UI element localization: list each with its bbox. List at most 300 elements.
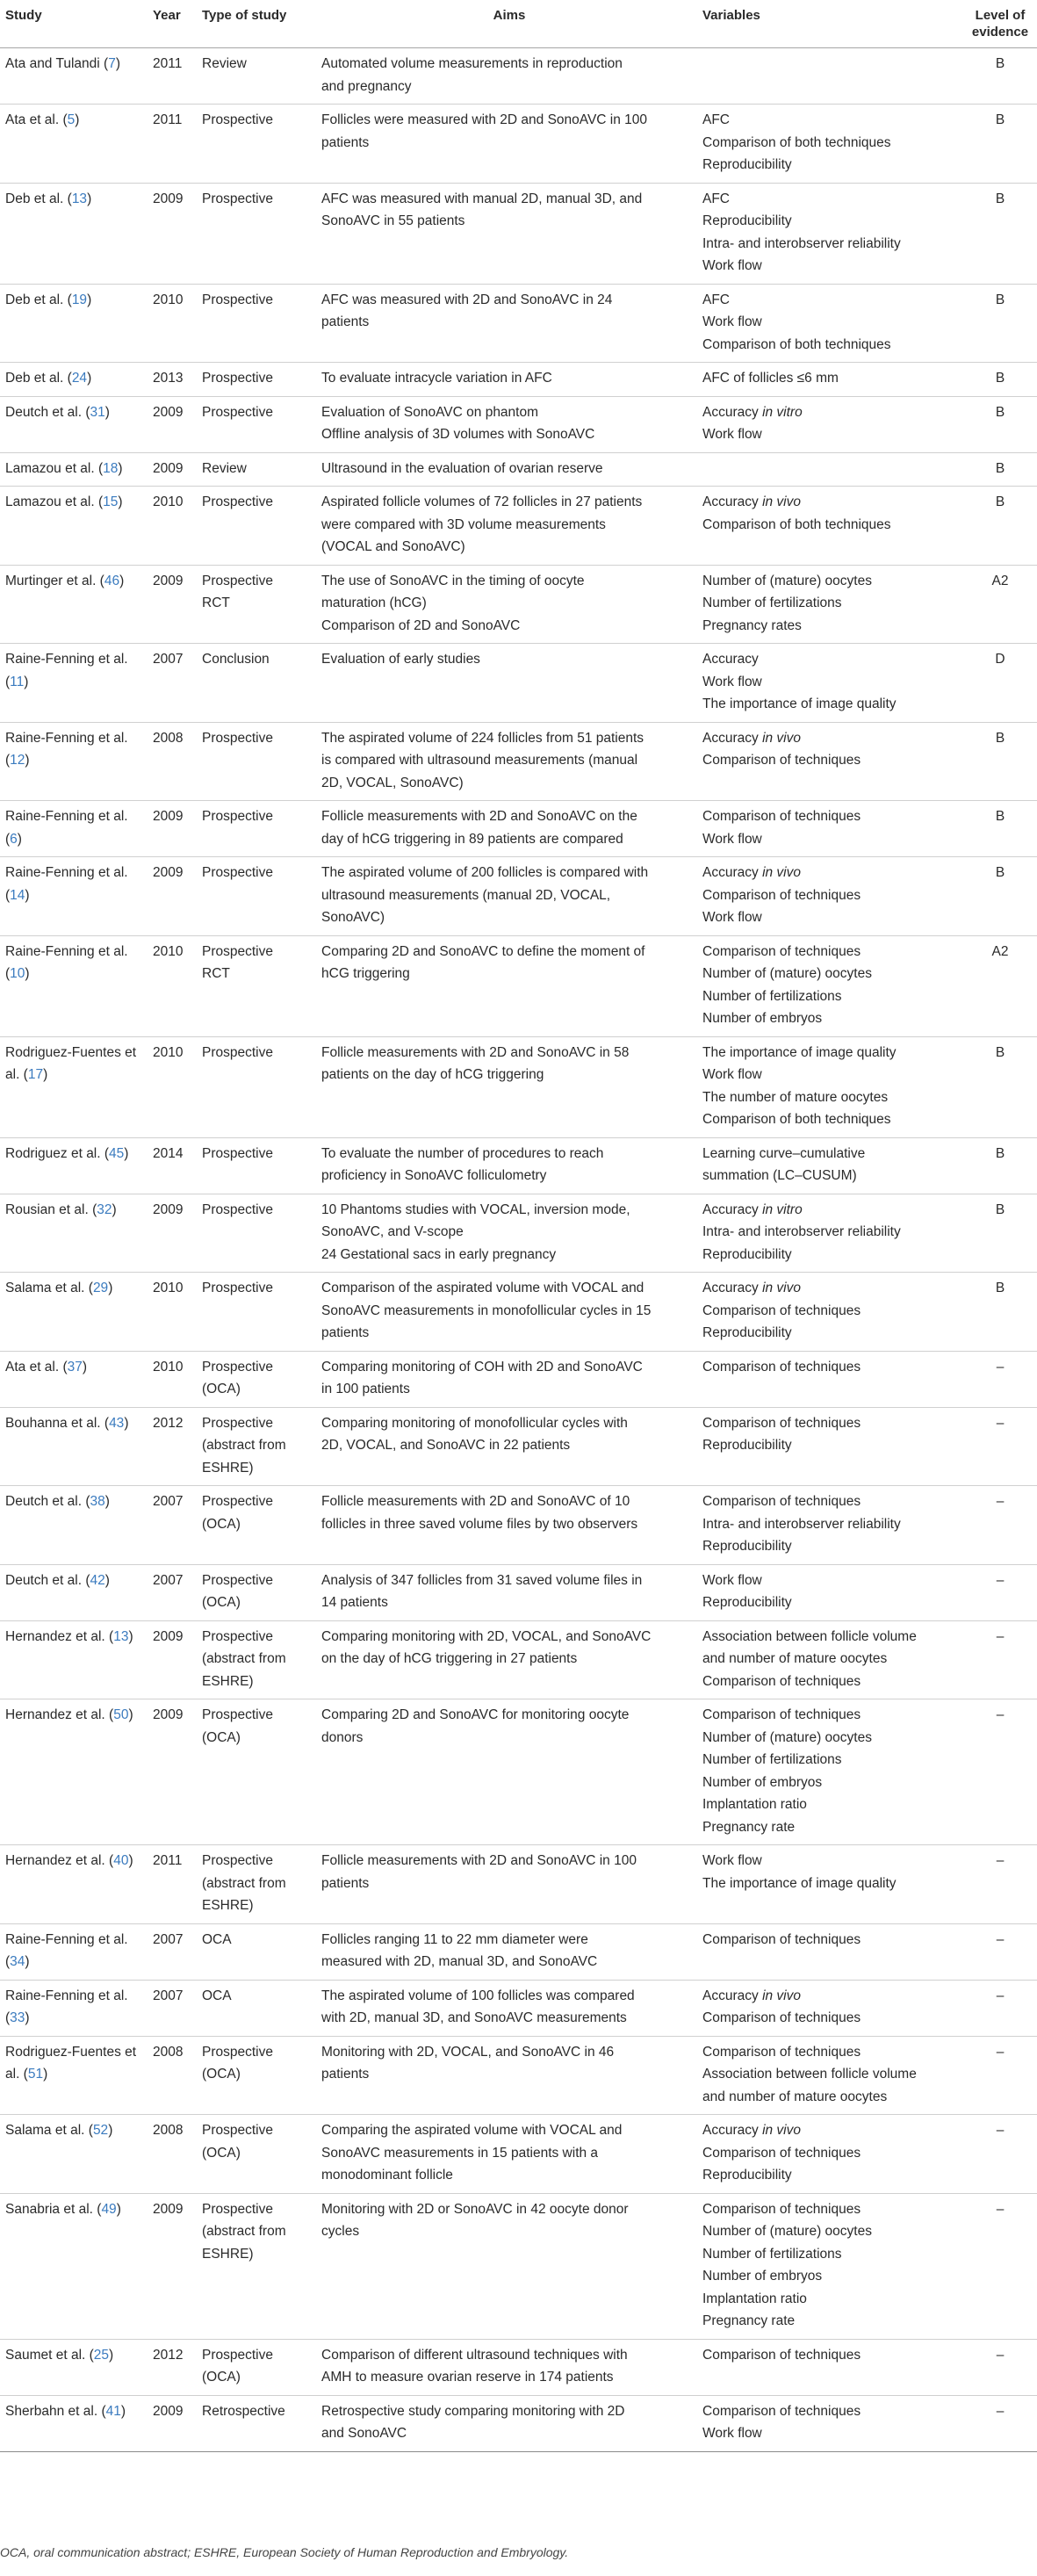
aims-line: To evaluate the number of procedures to reach <box>321 1145 604 1161</box>
variable-line: Reproducibility <box>702 1595 792 1610</box>
aims-line: Analysis of 347 follicles from 31 saved volume files in <box>321 1572 643 1588</box>
type-cell <box>197 1564 316 1620</box>
aims-cell <box>316 722 697 801</box>
variables-cell <box>697 1845 963 1924</box>
year-cell: 2009 <box>148 1194 197 1273</box>
study-name-end: ) <box>25 753 30 768</box>
table-row <box>0 396 1037 452</box>
type-line: Prospective <box>202 1853 273 1868</box>
variable-line: Number of embryos <box>702 1774 823 1790</box>
type-cell <box>197 284 316 363</box>
level-cell: B <box>963 396 1037 452</box>
table-row <box>0 1137 1037 1194</box>
study-cell <box>0 452 148 487</box>
aims-line: patients <box>321 134 370 150</box>
level-cell: – <box>963 2115 1037 2194</box>
variable-line: Comparison of techniques <box>702 2347 861 2363</box>
variable-line: Association between follicle volume <box>702 1628 917 1644</box>
study-name: Raine-Fenning et al. ( <box>5 652 128 689</box>
reference-number: 33 <box>10 2010 25 2025</box>
reference-number: 10 <box>10 966 25 981</box>
aims-line: Monitoring with 2D or SonoAVC in 42 oocyte donor <box>321 2201 629 2217</box>
reference-number: 38 <box>90 1494 105 1509</box>
variable-line: Reproducibility <box>702 1539 792 1554</box>
study-cell <box>0 363 148 397</box>
study-name: Raine-Fenning et al. ( <box>5 809 128 847</box>
aims-line: patients <box>321 1875 370 1891</box>
study-name-end: ) <box>25 2010 30 2025</box>
reference-number: 24 <box>71 371 88 386</box>
variable-line: Comparison of techniques <box>702 1707 861 1722</box>
type-cell <box>197 1620 316 1699</box>
variable-line: Number of fertilizations <box>702 988 842 1004</box>
variable-line: Comparison of both techniques <box>702 1112 891 1127</box>
variable-line: Intra- and interobserver reliability <box>702 1516 901 1532</box>
table-row <box>0 2036 1037 2115</box>
aims-line: Follicle measurements with 2D and SonoAVC in 100 <box>321 1853 637 1868</box>
aims-cell <box>316 105 697 184</box>
level-cell: – <box>963 1845 1037 1924</box>
type-line: RCT <box>202 966 230 981</box>
variable-line: Work flow <box>702 910 762 925</box>
aims-cell <box>316 1699 697 1845</box>
aims-line: Comparing 2D and SonoAVC for monitoring oocyte <box>321 1707 630 1722</box>
variables-cell <box>697 1351 963 1407</box>
study-name-end: ) <box>118 460 123 476</box>
type-line: Prospective <box>202 865 273 880</box>
year-cell: 2009 <box>148 857 197 936</box>
variable-line: and number of mature oocytes <box>702 2089 888 2104</box>
study-cell <box>0 487 148 566</box>
reference-number: 46 <box>104 573 120 588</box>
type-line: ESHRE) <box>202 1673 254 1689</box>
study-cell <box>0 2395 148 2451</box>
aims-line: Follicles ranging 11 to 22 mm diameter were <box>321 1931 588 1947</box>
year-cell: 2010 <box>148 1036 197 1137</box>
type-cell <box>197 1845 316 1924</box>
reference-number: 17 <box>27 1067 44 1082</box>
study-cell <box>0 2115 148 2194</box>
variables-cell <box>697 2339 963 2395</box>
aims-line: 24 Gestational sacs in early pregnancy <box>321 1246 557 1262</box>
aims-line: Ultrasound in the evaluation of ovarian reserve <box>321 460 603 476</box>
aims-cell <box>316 1137 697 1194</box>
type-line: Prospective <box>202 730 273 746</box>
aims-cell <box>316 1036 697 1137</box>
aims-line: hCG triggering <box>321 966 410 981</box>
aims-line: monodominant follicle <box>321 2168 453 2183</box>
study-name-end: ) <box>43 1067 48 1082</box>
header-type: Type of study <box>197 0 316 48</box>
study-cell <box>0 183 148 284</box>
aims-line: patients <box>321 2067 370 2082</box>
aims-cell <box>316 2339 697 2395</box>
variable-line: Reproducibility <box>702 213 792 228</box>
type-line: Prospective <box>202 1494 273 1509</box>
aims-line: Evaluation of early studies <box>321 652 480 667</box>
level-cell: B <box>963 1273 1037 1352</box>
variable-line: Comparison of techniques <box>702 2145 861 2161</box>
study-name-end: ) <box>87 371 92 386</box>
level-cell: – <box>963 1564 1037 1620</box>
reference-number: 5 <box>67 112 76 127</box>
type-cell <box>197 487 316 566</box>
type-cell <box>197 857 316 936</box>
variables-cell <box>697 1036 963 1137</box>
variable-line: Work flow <box>702 831 762 847</box>
aims-cell <box>316 363 697 397</box>
header-year: Year <box>148 0 197 48</box>
reference-number: 42 <box>90 1572 105 1588</box>
aims-line: Evaluation of SonoAVC on phantom <box>321 404 539 420</box>
variable-line <box>702 2119 958 2142</box>
study-cell <box>0 1620 148 1699</box>
study-name-end: ) <box>118 494 123 509</box>
aims-line: follicles in three saved volume files by two observers <box>321 1516 638 1532</box>
type-cell <box>197 801 316 857</box>
reference-number: 11 <box>10 674 25 689</box>
study-name-end: ) <box>128 1707 133 1722</box>
reference-number: 13 <box>113 1628 129 1644</box>
table-row <box>0 1923 1037 1980</box>
header-level-line2: evidence <box>971 25 1029 40</box>
variables-cell <box>697 105 963 184</box>
header-aims: Aims <box>316 0 697 48</box>
study-cell <box>0 1194 148 1273</box>
year-cell: 2008 <box>148 722 197 801</box>
study-name: Ata et al. ( <box>5 1359 68 1375</box>
aims-line: Monitoring with 2D, VOCAL, and SonoAVC in 46 <box>321 2044 615 2060</box>
year-cell: 2011 <box>148 1845 197 1924</box>
type-line: (OCA) <box>202 1729 241 1745</box>
study-name: Hernandez et al. ( <box>5 1707 114 1722</box>
study-cell <box>0 1845 148 1924</box>
aims-line: day of hCG triggering in 89 patients are compared <box>321 831 623 847</box>
table-row <box>0 1486 1037 1565</box>
year-cell: 2012 <box>148 1407 197 1486</box>
variable-text: Accuracy <box>702 865 763 880</box>
variable-line: Work flow <box>702 2426 762 2441</box>
aims-line: is compared with ultrasound measurements (manual <box>321 753 638 768</box>
reference-number: 43 <box>109 1415 125 1431</box>
variable-text: Accuracy <box>702 2123 763 2138</box>
variable-line: Accuracy <box>702 652 759 667</box>
study-cell <box>0 1273 148 1352</box>
table-row <box>0 935 1037 1036</box>
header-variables: Variables <box>697 0 963 48</box>
study-cell <box>0 1137 148 1194</box>
study-name-end: ) <box>25 1954 30 1969</box>
type-line: Prospective <box>202 1628 273 1644</box>
aims-cell <box>316 935 697 1036</box>
variables-cell <box>697 452 963 487</box>
type-line: ESHRE) <box>202 1460 254 1476</box>
table-row <box>0 452 1037 487</box>
reference-number: 49 <box>101 2201 117 2217</box>
header-level-line1: Level of <box>975 8 1026 23</box>
study-name-end: ) <box>82 1359 88 1375</box>
aims-line: and pregnancy <box>321 78 412 94</box>
type-cell <box>197 722 316 801</box>
table-footnote: OCA, oral communication abstract; ESHRE, European Society of Human Reproduction and Embryology. <box>0 2545 569 2559</box>
variable-line: Number of fertilizations <box>702 1752 842 1767</box>
variable-line: Number of (mature) oocytes <box>702 966 872 981</box>
aims-cell <box>316 801 697 857</box>
type-cell <box>197 105 316 184</box>
variables-cell <box>697 644 963 723</box>
aims-cell <box>316 1923 697 1980</box>
study-name: Lamazou et al. ( <box>5 494 104 509</box>
variable-line: Comparison of both techniques <box>702 134 891 150</box>
study-name-end: ) <box>75 112 80 127</box>
table-row <box>0 284 1037 363</box>
level-cell: B <box>963 1194 1037 1273</box>
variable-line: Comparison of techniques <box>702 1673 861 1689</box>
aims-cell <box>316 2395 697 2451</box>
year-cell: 2007 <box>148 1486 197 1565</box>
type-cell <box>197 183 316 284</box>
type-line: Prospective <box>202 1415 273 1431</box>
aims-line: Comparing monitoring with 2D, VOCAL, and SonoAVC <box>321 1628 652 1644</box>
type-cell <box>197 1036 316 1137</box>
aims-cell <box>316 487 697 566</box>
variable-text: Accuracy <box>702 1988 763 2003</box>
year-cell: 2008 <box>148 2036 197 2115</box>
aims-cell <box>316 1620 697 1699</box>
variable-line: Learning curve–cumulative <box>702 1145 866 1161</box>
level-cell: B <box>963 284 1037 363</box>
year-cell: 2008 <box>148 2115 197 2194</box>
type-cell <box>197 1351 316 1407</box>
table-row <box>0 48 1037 105</box>
aims-line: cycles <box>321 2224 360 2239</box>
variable-italic: in vivo <box>762 494 801 509</box>
table-row <box>0 1407 1037 1486</box>
variable-line: Work flow <box>702 1067 762 1082</box>
table-row <box>0 1036 1037 1137</box>
year-cell: 2009 <box>148 452 197 487</box>
study-cell <box>0 644 148 723</box>
aims-line: and SonoAVC <box>321 2426 407 2441</box>
aims-line: SonoAVC measurements in monofollicular cycles in 15 <box>321 1302 652 1318</box>
study-name-end: ) <box>87 292 92 307</box>
aims-line: measured with 2D, manual 3D, and SonoAVC <box>321 1954 598 1969</box>
aims-line: Comparing monitoring of monofollicular cycles with <box>321 1415 628 1431</box>
type-cell <box>197 452 316 487</box>
reference-number: 12 <box>10 753 25 768</box>
type-line: Prospective <box>202 1707 273 1722</box>
aims-line: 2D, VOCAL, and SonoAVC in 22 patients <box>321 1438 571 1453</box>
variable-line: Intra- and interobserver reliability <box>702 1224 901 1239</box>
variable-line: Number of (mature) oocytes <box>702 1729 872 1745</box>
type-cell <box>197 935 316 1036</box>
reference-number: 29 <box>92 1281 109 1295</box>
aims-line: Follicle measurements with 2D and SonoAVC on the <box>321 809 637 824</box>
study-name: Murtinger et al. ( <box>5 573 104 588</box>
aims-cell <box>316 2036 697 2115</box>
year-cell: 2007 <box>148 1564 197 1620</box>
aims-line: 14 patients <box>321 1595 388 1610</box>
aims-cell <box>316 1980 697 2036</box>
table-row <box>0 1620 1037 1699</box>
table-row <box>0 2115 1037 2194</box>
variable-italic: in vivo <box>762 1988 801 2003</box>
level-cell: – <box>963 1980 1037 2036</box>
study-name: Lamazou et al. ( <box>5 460 104 476</box>
variables-cell <box>697 857 963 936</box>
type-line: Review <box>202 56 247 71</box>
type-line: Prospective <box>202 1572 273 1588</box>
aims-line: The aspirated volume of 100 follicles was compared <box>321 1988 635 2003</box>
aims-line: patients <box>321 1325 370 1340</box>
type-line: Prospective <box>202 2201 273 2217</box>
type-cell <box>197 363 316 397</box>
aims-line: Aspirated follicle volumes of 72 follicles in 27 patients <box>321 494 643 509</box>
variable-line: Comparison of techniques <box>702 2403 861 2419</box>
variables-cell <box>697 565 963 644</box>
year-cell: 2009 <box>148 183 197 284</box>
reference-number: 31 <box>90 404 105 420</box>
study-name-end: ) <box>87 191 92 206</box>
variable-italic: in vivo <box>762 865 801 880</box>
variable-line: The number of mature oocytes <box>702 1089 889 1105</box>
study-cell <box>0 396 148 452</box>
study-cell <box>0 1351 148 1407</box>
aims-line: in 100 patients <box>321 1382 410 1396</box>
table-body <box>0 48 1037 2452</box>
variables-cell <box>697 1620 963 1699</box>
aims-line: SonoAVC measurements in 15 patients with a <box>321 2145 599 2161</box>
reference-number: 7 <box>108 56 116 71</box>
aims-line: To evaluate intracycle variation in AFC <box>321 371 552 386</box>
variable-line <box>702 491 958 514</box>
aims-line: (VOCAL and SonoAVC) <box>321 539 465 554</box>
variable-text: Accuracy <box>702 1201 763 1217</box>
year-cell: 2011 <box>148 105 197 184</box>
study-name: Hernandez et al. ( <box>5 1628 114 1644</box>
aims-line: 2D, VOCAL, SonoAVC) <box>321 775 464 790</box>
variable-line: Pregnancy rate <box>702 2313 796 2328</box>
study-name-end: ) <box>119 573 125 588</box>
variable-line: AFC <box>702 112 730 127</box>
table-row <box>0 722 1037 801</box>
variables-cell <box>697 1699 963 1845</box>
study-cell <box>0 48 148 105</box>
reference-number: 51 <box>27 2067 44 2082</box>
study-name: Bouhanna et al. ( <box>5 1415 110 1431</box>
aims-line: patients on the day of hCG triggering <box>321 1067 544 1082</box>
table-row <box>0 857 1037 936</box>
table-row <box>0 1351 1037 1407</box>
study-cell <box>0 2193 148 2339</box>
level-cell: – <box>963 1486 1037 1565</box>
level-cell: B <box>963 48 1037 105</box>
aims-cell <box>316 284 697 363</box>
variables-cell <box>697 48 963 105</box>
aims-line: maturation (hCG) <box>321 595 427 610</box>
type-line: Review <box>202 460 247 476</box>
level-cell: – <box>963 1351 1037 1407</box>
variables-cell <box>697 183 963 284</box>
aims-line: Follicle measurements with 2D and SonoAVC of 10 <box>321 1494 630 1509</box>
table-row <box>0 801 1037 857</box>
variable-italic: in vivo <box>762 1281 801 1295</box>
level-cell: B <box>963 857 1037 936</box>
type-line: Prospective <box>202 404 273 420</box>
variables-cell <box>697 284 963 363</box>
variables-cell <box>697 2395 963 2451</box>
variable-line: Implantation ratio <box>702 1797 807 1812</box>
study-name-end: ) <box>104 1494 110 1509</box>
variable-line: Reproducibility <box>702 1325 792 1340</box>
aims-line: The aspirated volume of 224 follicles from 51 patients <box>321 730 645 746</box>
study-name: Rousian et al. ( <box>5 1201 97 1217</box>
variable-line: Number of fertilizations <box>702 595 842 610</box>
variable-line: The importance of image quality <box>702 1875 897 1891</box>
type-cell <box>197 1137 316 1194</box>
type-line: (OCA) <box>202 2145 241 2161</box>
study-name: Deb et al. ( <box>5 292 72 307</box>
table-row <box>0 1845 1037 1924</box>
aims-line: AFC was measured with manual 2D, manual 3D, and <box>321 191 643 206</box>
study-name: Rodriguez-Fuentes et al. ( <box>5 1044 137 1082</box>
table-header <box>0 0 1037 48</box>
level-cell: – <box>963 2339 1037 2395</box>
study-name: Deb et al. ( <box>5 371 72 386</box>
table-row <box>0 644 1037 723</box>
variable-line: Comparison of techniques <box>702 2201 861 2217</box>
level-cell: B <box>963 722 1037 801</box>
table-row <box>0 1699 1037 1845</box>
study-name: Ata et al. ( <box>5 112 68 127</box>
type-line: Prospective <box>202 1044 273 1060</box>
aims-line: Follicles were measured with 2D and SonoAVC in 100 <box>321 112 648 127</box>
reference-number: 15 <box>103 494 119 509</box>
year-cell: 2010 <box>148 935 197 1036</box>
type-line: RCT <box>202 595 230 610</box>
variable-line: Number of embryos <box>702 2269 823 2284</box>
study-name: Salama et al. ( <box>5 1281 93 1295</box>
year-cell: 2007 <box>148 1980 197 2036</box>
type-cell <box>197 2339 316 2395</box>
variable-text: Accuracy <box>702 494 763 509</box>
aims-line: Offline analysis of 3D volumes with SonoAVC <box>321 427 595 442</box>
variable-line: Work flow <box>702 314 762 329</box>
study-name: Raine-Fenning et al. ( <box>5 1931 128 1969</box>
year-cell: 2010 <box>148 1351 197 1407</box>
study-cell <box>0 801 148 857</box>
year-cell: 2009 <box>148 801 197 857</box>
study-name: Deutch et al. ( <box>5 1494 90 1509</box>
table-row <box>0 1273 1037 1352</box>
study-name: Raine-Fenning et al. ( <box>5 1988 128 2025</box>
reference-number: 32 <box>97 1201 112 1217</box>
study-name: Raine-Fenning et al. ( <box>5 943 128 981</box>
variables-cell <box>697 487 963 566</box>
type-line: Retrospective <box>202 2403 285 2419</box>
study-cell <box>0 1923 148 1980</box>
type-line: Prospective <box>202 1281 273 1295</box>
variables-cell <box>697 2036 963 2115</box>
aims-cell <box>316 1486 697 1565</box>
variable-italic: in vivo <box>762 2123 801 2138</box>
study-name-end: ) <box>115 56 120 71</box>
variable-line: Work flow <box>702 1853 762 1868</box>
reference-number: 50 <box>113 1707 129 1722</box>
type-line: Prospective <box>202 2123 273 2138</box>
study-name-end: ) <box>108 2123 113 2138</box>
table-row <box>0 105 1037 184</box>
